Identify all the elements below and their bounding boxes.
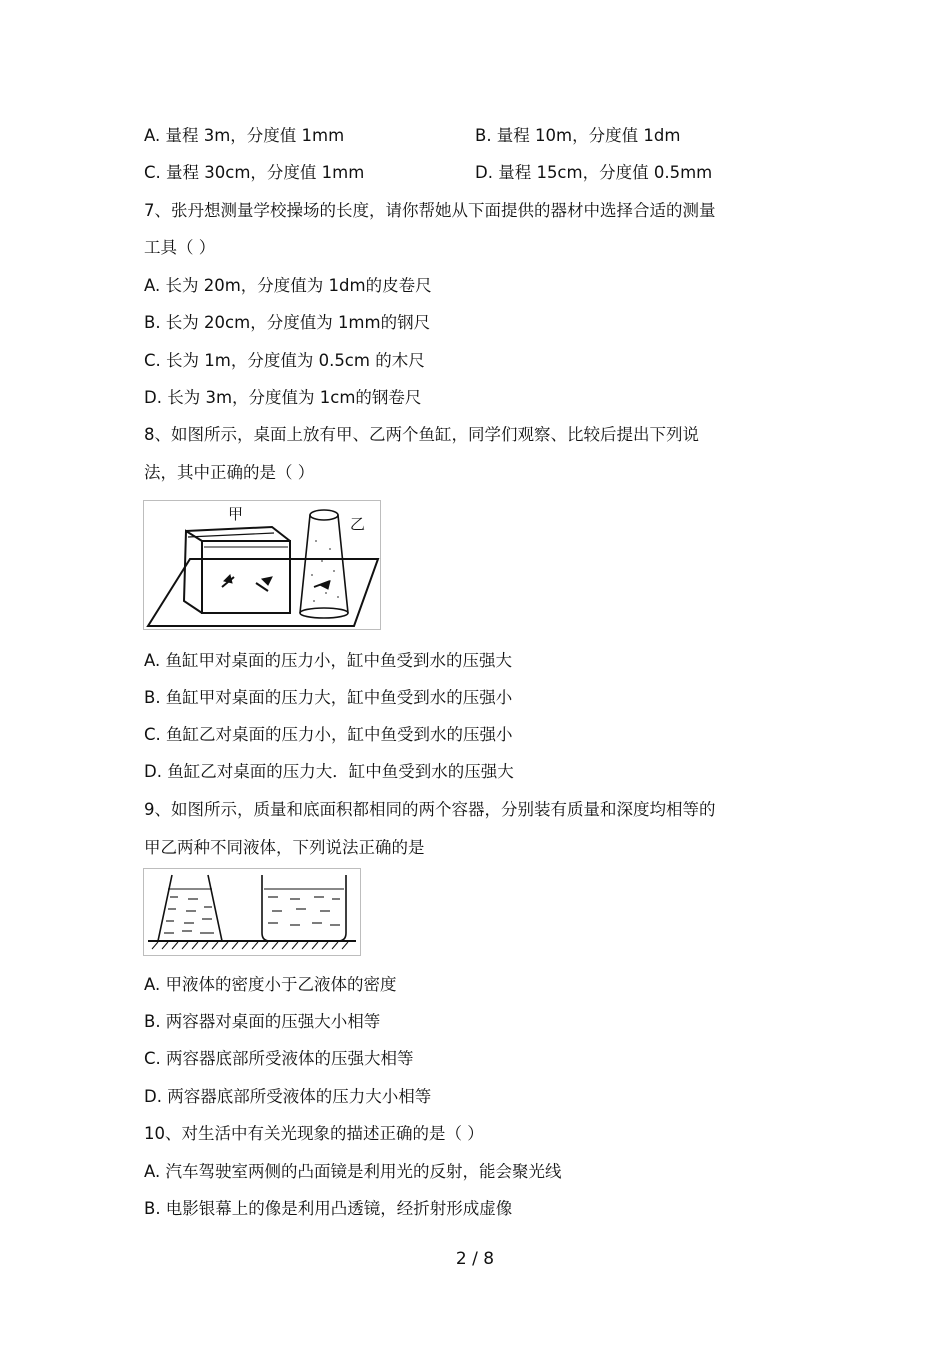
q8-stem-line2: 法，其中正确的是（ ）: [144, 463, 315, 482]
q8-option-d: D. 鱼缸乙对桌面的压力大．缸中鱼受到水的压强大: [144, 762, 514, 781]
q9-option-b: B. 两容器对桌面的压强大小相等: [144, 1012, 381, 1031]
q7-option-b: B. 长为 20cm，分度值为 1mm的钢尺: [144, 313, 431, 332]
q9-option-c: C. 两容器底部所受液体的压强大相等: [144, 1049, 414, 1068]
q7-option-c: C. 长为 1m，分度值为 0.5cm 的木尺: [144, 351, 425, 370]
q6-option-c: C. 量程 30cm，分度值 1mm: [144, 163, 365, 182]
fish-tank-figure: [143, 500, 381, 630]
q9-stem-line2: 甲乙两种不同液体，下列说法正确的是: [144, 838, 425, 857]
q10-stem: 10、对生活中有关光现象的描述正确的是（ ）: [144, 1124, 484, 1143]
q6-option-a: A. 量程 3m，分度值 1mm: [144, 126, 345, 145]
q8-option-c: C. 鱼缸乙对桌面的压力小，缸中鱼受到水的压强小: [144, 725, 513, 744]
q6-option-d: D. 量程 15cm，分度值 0.5mm: [475, 163, 713, 182]
q8-option-b: B. 鱼缸甲对桌面的压力大，缸中鱼受到水的压强小: [144, 688, 513, 707]
q10-option-a: A. 汽车驾驶室两侧的凸面镜是利用光的反射，能会聚光线: [144, 1162, 562, 1181]
q7-stem-line1: 7、张丹想测量学校操场的长度，请你帮她从下面提供的器材中选择合适的测量: [144, 201, 716, 220]
q8-stem-line1: 8、如图所示，桌面上放有甲、乙两个鱼缸，同学们观察、比较后提出下列说: [144, 425, 699, 444]
q9-option-d: D. 两容器底部所受液体的压力大小相等: [144, 1087, 432, 1106]
q10-option-b: B. 电影银幕上的像是利用凸透镜，经折射形成虚像: [144, 1199, 513, 1218]
q9-option-a: A. 甲液体的密度小于乙液体的密度: [144, 975, 397, 994]
q6-option-b: B. 量程 10m，分度值 1dm: [475, 126, 681, 145]
q7-option-d: D. 长为 3m，分度值为 1cm的钢卷尺: [144, 388, 422, 407]
q7-option-a: A. 长为 20m，分度值为 1dm的皮卷尺: [144, 276, 432, 295]
label-yi: 乙: [350, 515, 366, 533]
q8-option-a: A. 鱼缸甲对桌面的压力小，缸中鱼受到水的压强大: [144, 651, 512, 670]
label-jia: 甲: [228, 505, 244, 523]
q7-stem-line2: 工具（ ）: [144, 238, 216, 257]
containers-figure: [143, 868, 361, 956]
page-number: 2 / 8: [455, 1249, 495, 1269]
q9-stem-line1: 9、如图所示，质量和底面积都相同的两个容器，分别装有质量和深度均相等的: [144, 800, 716, 819]
